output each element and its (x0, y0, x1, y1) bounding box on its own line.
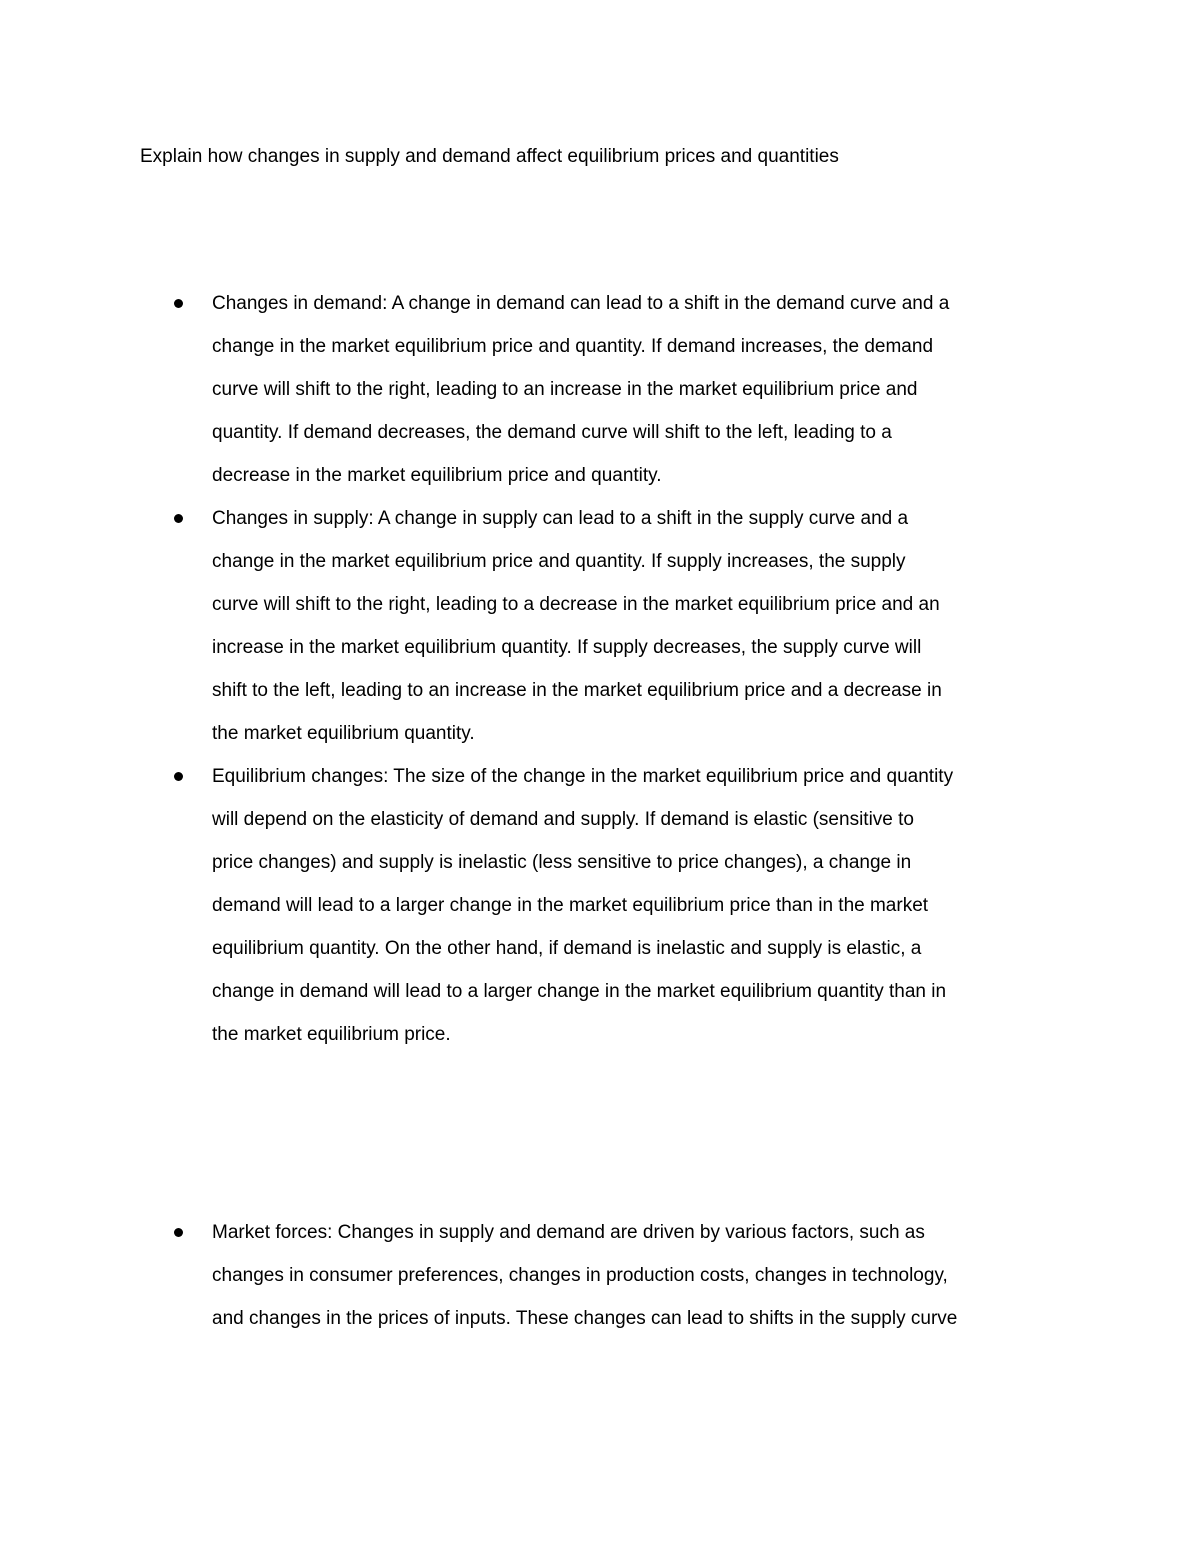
bullet-text-line: change in demand will lead to a larger change in the market equilibrium quantity than in (212, 981, 947, 1002)
bullet-text-line: Changes in supply: A change in supply can lead to a shift in the supply curve and a (212, 508, 909, 529)
bullet-list-main (212, 282, 1072, 1056)
bullet-equilibrium-changes (212, 755, 1072, 1056)
bullet-text-line: change in the market equilibrium price and quantity. If supply increases, the supply (212, 551, 906, 572)
bullet-text-line: price changes) and supply is inelastic (less sensitive to price changes), a change in (212, 852, 912, 873)
bullet-text-line: increase in the market equilibrium quantity. If supply decreases, the supply curve will (212, 637, 922, 658)
bullet-text-line: demand will lead to a larger change in the market equilibrium price than in the market (212, 895, 929, 916)
bullet-changes-in-demand (212, 282, 1072, 497)
bullet-text-line: Changes in demand: A change in demand can lead to a shift in the demand curve and a (212, 293, 950, 314)
bullet-dot-icon (174, 772, 183, 781)
document-title: Explain how changes in supply and demand affect equilibrium prices and quantities (140, 146, 839, 167)
bullet-text-line: Market forces: Changes in supply and demand are driven by various factors, such as (212, 1222, 925, 1243)
bullet-list-continued (212, 1211, 1072, 1340)
bullet-text-line: equilibrium quantity. On the other hand, if demand is inelastic and supply is elastic, a (212, 938, 922, 959)
bullet-text-line: Equilibrium changes: The size of the change in the market equilibrium price and quantity (212, 766, 954, 787)
bullet-changes-in-supply (212, 497, 1072, 755)
bullet-text-line: and changes in the prices of inputs. These changes can lead to shifts in the supply curve (212, 1308, 958, 1329)
bullet-dot-icon (174, 299, 183, 308)
bullet-text-line: quantity. If demand decreases, the demand curve will shift to the left, leading to a (212, 422, 892, 443)
bullet-dot-icon (174, 514, 183, 523)
bullet-market-forces (212, 1211, 1072, 1340)
bullet-text-line: will depend on the elasticity of demand and supply. If demand is elastic (sensitive to (212, 809, 914, 830)
bullet-text-line: curve will shift to the right, leading to a decrease in the market equilibrium price and an (212, 594, 940, 615)
bullet-text-line: change in the market equilibrium price and quantity. If demand increases, the demand (212, 336, 934, 357)
bullet-text-line: curve will shift to the right, leading to an increase in the market equilibrium price and (212, 379, 918, 400)
bullet-text-line: changes in consumer preferences, changes in production costs, changes in technology, (212, 1265, 948, 1286)
bullet-dot-icon (174, 1228, 183, 1237)
bullet-text-line: decrease in the market equilibrium price and quantity. (212, 465, 662, 486)
bullet-text-line: the market equilibrium price. (212, 1024, 451, 1045)
bullet-text-line: shift to the left, leading to an increase in the market equilibrium price and a decrease in (212, 680, 942, 701)
bullet-text-line: the market equilibrium quantity. (212, 723, 475, 744)
